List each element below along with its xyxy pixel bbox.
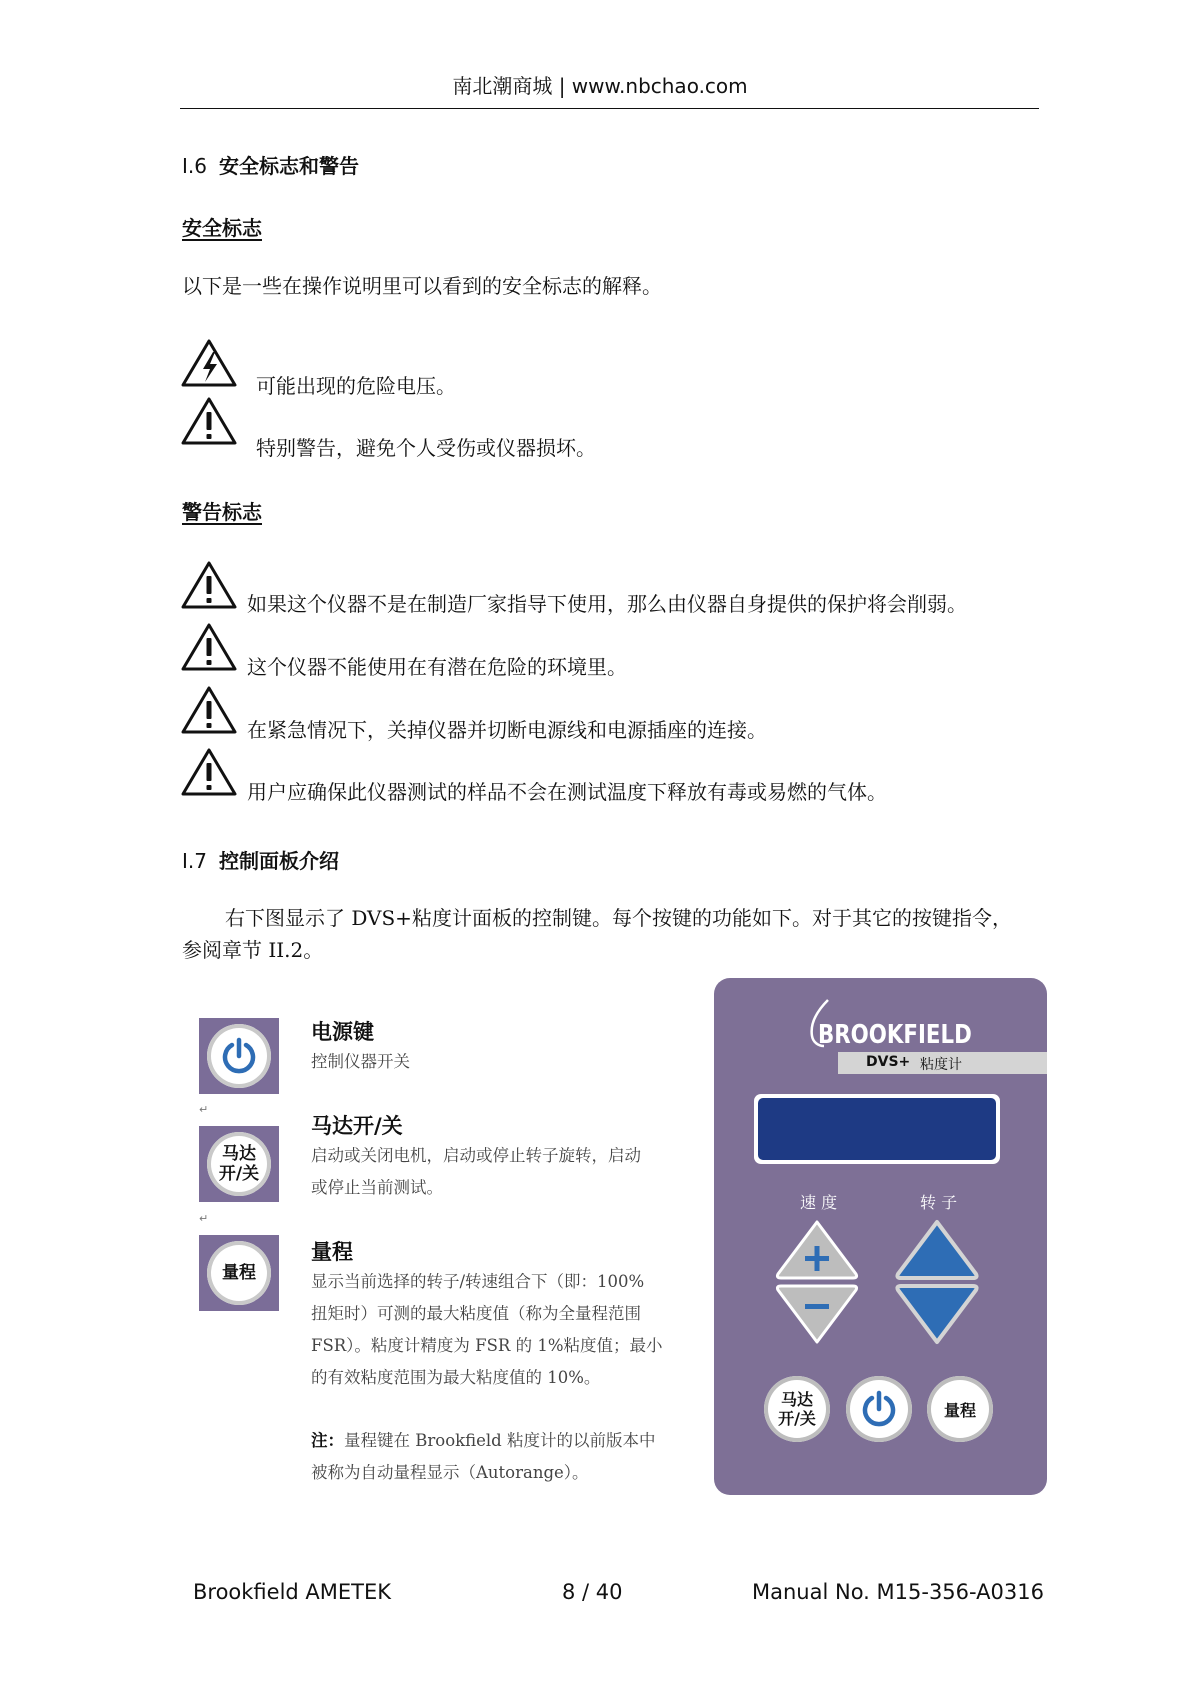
spindle-label: 转 子: [920, 1193, 958, 1212]
safety-item-text: 可能出现的危险电压。: [256, 374, 456, 398]
note-label: 注：: [311, 1431, 344, 1450]
minus-icon: [805, 1304, 829, 1309]
footer-left: Brookfield AMETEK: [193, 1580, 392, 1604]
subheading-safety-symbols: 安全标志: [182, 216, 262, 240]
panel-model-strip: [838, 1052, 1047, 1074]
control-desc: 或停止当前测试。: [311, 1178, 443, 1197]
section-number: I.6: [182, 154, 207, 178]
power-key-circle: [207, 1024, 271, 1088]
intro-line-1: 右下图显示了 DVS+粘度计面板的控制键。每个按键的功能如下。对于其它的按键指令，: [225, 906, 1012, 930]
range-key-image: [199, 1235, 279, 1311]
motor-key-label: 马达 开/关: [207, 1132, 271, 1196]
subheading-warning-symbols: 警告标志: [182, 500, 262, 524]
spindle-up-key: [894, 1218, 980, 1280]
panel-motor-key: 马达 开/关: [764, 1376, 830, 1442]
safety-item-text: 特别警告，避免个人受伤或仪器损坏。: [256, 436, 596, 460]
section-number: I.7: [182, 849, 207, 873]
note-line-1: [311, 1425, 655, 1457]
return-mark: ↵: [199, 1212, 209, 1225]
panel-brand: BROOKFIELD: [818, 1020, 972, 1050]
panel-model-suffix: 粘度计: [920, 1057, 962, 1073]
panel-power-key: [846, 1376, 912, 1442]
control-title: 量程: [311, 1240, 353, 1264]
note-text: 量程键在 Brookfield 粘度计的以前版本中: [344, 1431, 656, 1450]
control-desc: 启动或关闭电机，启动或停止转子旋转，启动: [311, 1146, 641, 1165]
control-desc: 显示当前选择的转子/转速组合下（即：100%: [311, 1272, 645, 1291]
control-desc: 控制仪器开关: [311, 1052, 410, 1071]
speed-up-key: [774, 1218, 860, 1280]
control-title: 马达开/关: [311, 1114, 403, 1138]
footer-right: Manual No. M15-356-A0316: [752, 1580, 1044, 1604]
control-title: 电源键: [311, 1020, 374, 1044]
section-title: 控制面板介绍: [218, 849, 339, 873]
caution-warning-icon: [180, 396, 238, 446]
range-key-label: 量程: [207, 1241, 271, 1305]
speed-down-key: [774, 1284, 860, 1346]
safety-intro: 以下是一些在操作说明里可以看到的安全标志的解释。: [182, 274, 662, 298]
power-icon: [859, 1389, 899, 1429]
section-heading-1-7: [182, 845, 339, 874]
intro-line-2: 参阅章节 II.2。: [182, 938, 324, 962]
warning-item-text: 这个仪器不能使用在有潜在危险的环境里。: [247, 655, 627, 679]
panel-model: DVS+: [866, 1054, 911, 1070]
caution-warning-icon: [180, 685, 238, 735]
warning-item-text: 用户应确保此仪器测试的样品不会在测试温度下释放有毒或易燃的气体。: [247, 780, 887, 804]
speed-label: 速 度: [800, 1193, 838, 1212]
control-desc: 扭矩时）可测的最大粘度值（称为全量程范围: [311, 1304, 641, 1323]
warning-item-text: 如果这个仪器不是在制造厂家指导下使用，那么由仪器自身提供的保护将会削弱。: [247, 592, 967, 616]
caution-warning-icon: [180, 560, 238, 610]
caution-warning-icon: [180, 747, 238, 797]
high-voltage-warning-icon: [180, 338, 238, 388]
power-icon: [219, 1036, 259, 1076]
spindle-down-key: [894, 1284, 980, 1346]
return-mark: ↵: [199, 1103, 209, 1116]
header-divider: [180, 108, 1039, 109]
section-title: 安全标志和警告: [218, 154, 359, 178]
control-desc: 的有效粘度范围为最大粘度值的 10%。: [311, 1368, 601, 1387]
section-heading-1-6: [182, 150, 359, 179]
warning-item-text: 在紧急情况下，关掉仪器并切断电源线和电源插座的连接。: [247, 718, 767, 742]
page-number: 8 / 40: [562, 1580, 623, 1604]
display-frame: [754, 1094, 1000, 1164]
lcd-display: [758, 1098, 996, 1160]
control-panel-image: [714, 978, 1047, 1495]
power-key-image: [199, 1018, 279, 1094]
motor-key-image: [199, 1126, 279, 1202]
panel-range-key: 量程: [927, 1376, 993, 1442]
control-desc: FSR）。粘度计精度为 FSR 的 1%粘度值；最小: [311, 1336, 663, 1355]
caution-warning-icon: [180, 622, 238, 672]
note-line-2: 被称为自动量程显示（Autorange）。: [311, 1463, 589, 1482]
page-header: 南北潮商城 | www.nbchao.com: [452, 74, 748, 98]
